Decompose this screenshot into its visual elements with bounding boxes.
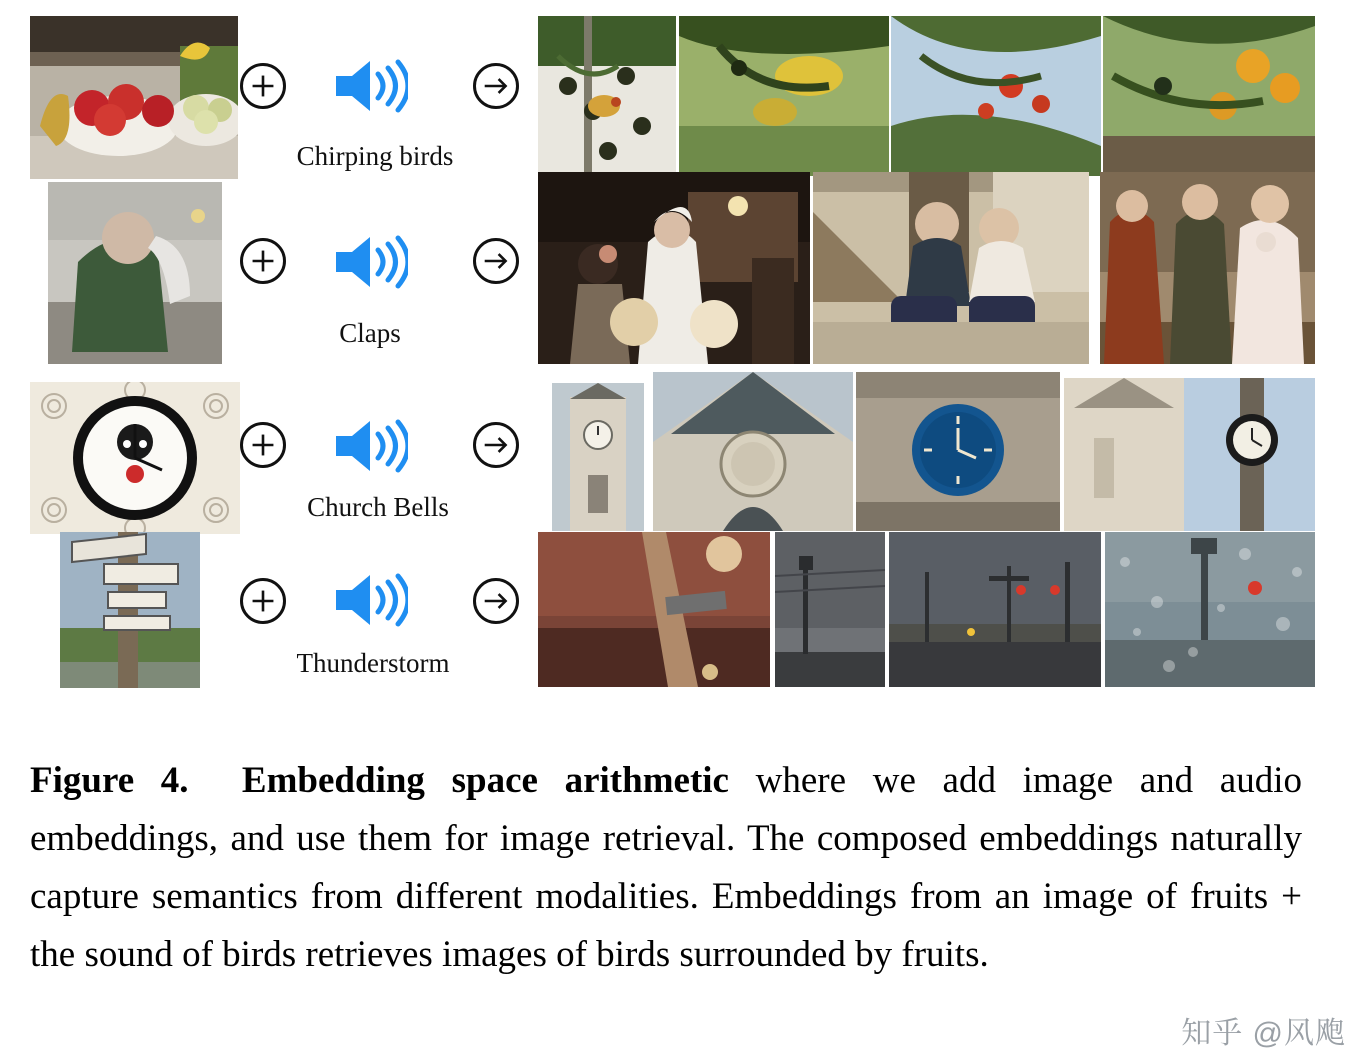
audio-label-2: Claps: [339, 318, 401, 348]
audio-label-1: Chirping birds: [296, 141, 454, 171]
arithmetic-row-2: [0, 172, 1364, 362]
plus-operator-1: [240, 63, 286, 109]
result-image-1-3: [891, 16, 1101, 176]
arithmetic-row-4: [0, 530, 1364, 690]
arrow-operator-2: [473, 238, 519, 284]
plus-operator-2: [240, 238, 286, 284]
caption-bold-title: Embedding space arithmetic: [241, 760, 729, 801]
caption-body: where we add image and audio embeddings, and use them for image retrieval. The composed embeddings naturally capture semantics from different modalities. Embeddings from an image of fruits + the sound of birds retrieves images of birds surrounded by fruits.: [30, 760, 1303, 975]
result-image-1-2: [679, 16, 889, 176]
arithmetic-row-1: [0, 8, 1364, 173]
result-image-4-2: [775, 532, 885, 687]
result-image-2-3: [1100, 172, 1315, 364]
query-image-bride-veil: [48, 182, 222, 364]
result-image-1-4: [1103, 16, 1315, 176]
plus-operator-3: [240, 422, 286, 468]
arrow-operator-1: [473, 63, 519, 109]
speaker-icon-1: [330, 56, 408, 116]
watermark-text: 知乎 @风飑: [1181, 1017, 1346, 1050]
arithmetic-row-3: [0, 372, 1364, 532]
speaker-icon-3: [330, 416, 408, 476]
result-image-3-1: [552, 383, 644, 531]
speaker-icon-2: [330, 232, 408, 292]
audio-label-4: Thunderstorm: [296, 648, 450, 678]
caption-figure-number: Figure 4.: [30, 760, 189, 801]
speaker-icon-4: [330, 570, 408, 630]
result-image-3-4: [1064, 378, 1315, 531]
result-image-4-3: [889, 532, 1101, 687]
query-image-street-sign: [60, 532, 200, 688]
figure-caption: [30, 752, 1302, 984]
audio-label-3: Church Bells: [307, 492, 449, 522]
result-image-1-1: [538, 16, 676, 176]
query-image-wall-clock: [30, 382, 240, 534]
arrow-operator-3: [473, 422, 519, 468]
result-image-2-1: [538, 172, 810, 364]
plus-operator-4: [240, 578, 286, 624]
arrow-operator-4: [473, 578, 519, 624]
result-image-3-2: [653, 372, 853, 531]
result-image-4-4: [1105, 532, 1315, 687]
result-image-3-3: [856, 372, 1060, 531]
result-image-4-1: [538, 532, 770, 687]
result-image-2-2: [813, 172, 1089, 364]
query-image-fruit-bowls: [30, 16, 238, 179]
